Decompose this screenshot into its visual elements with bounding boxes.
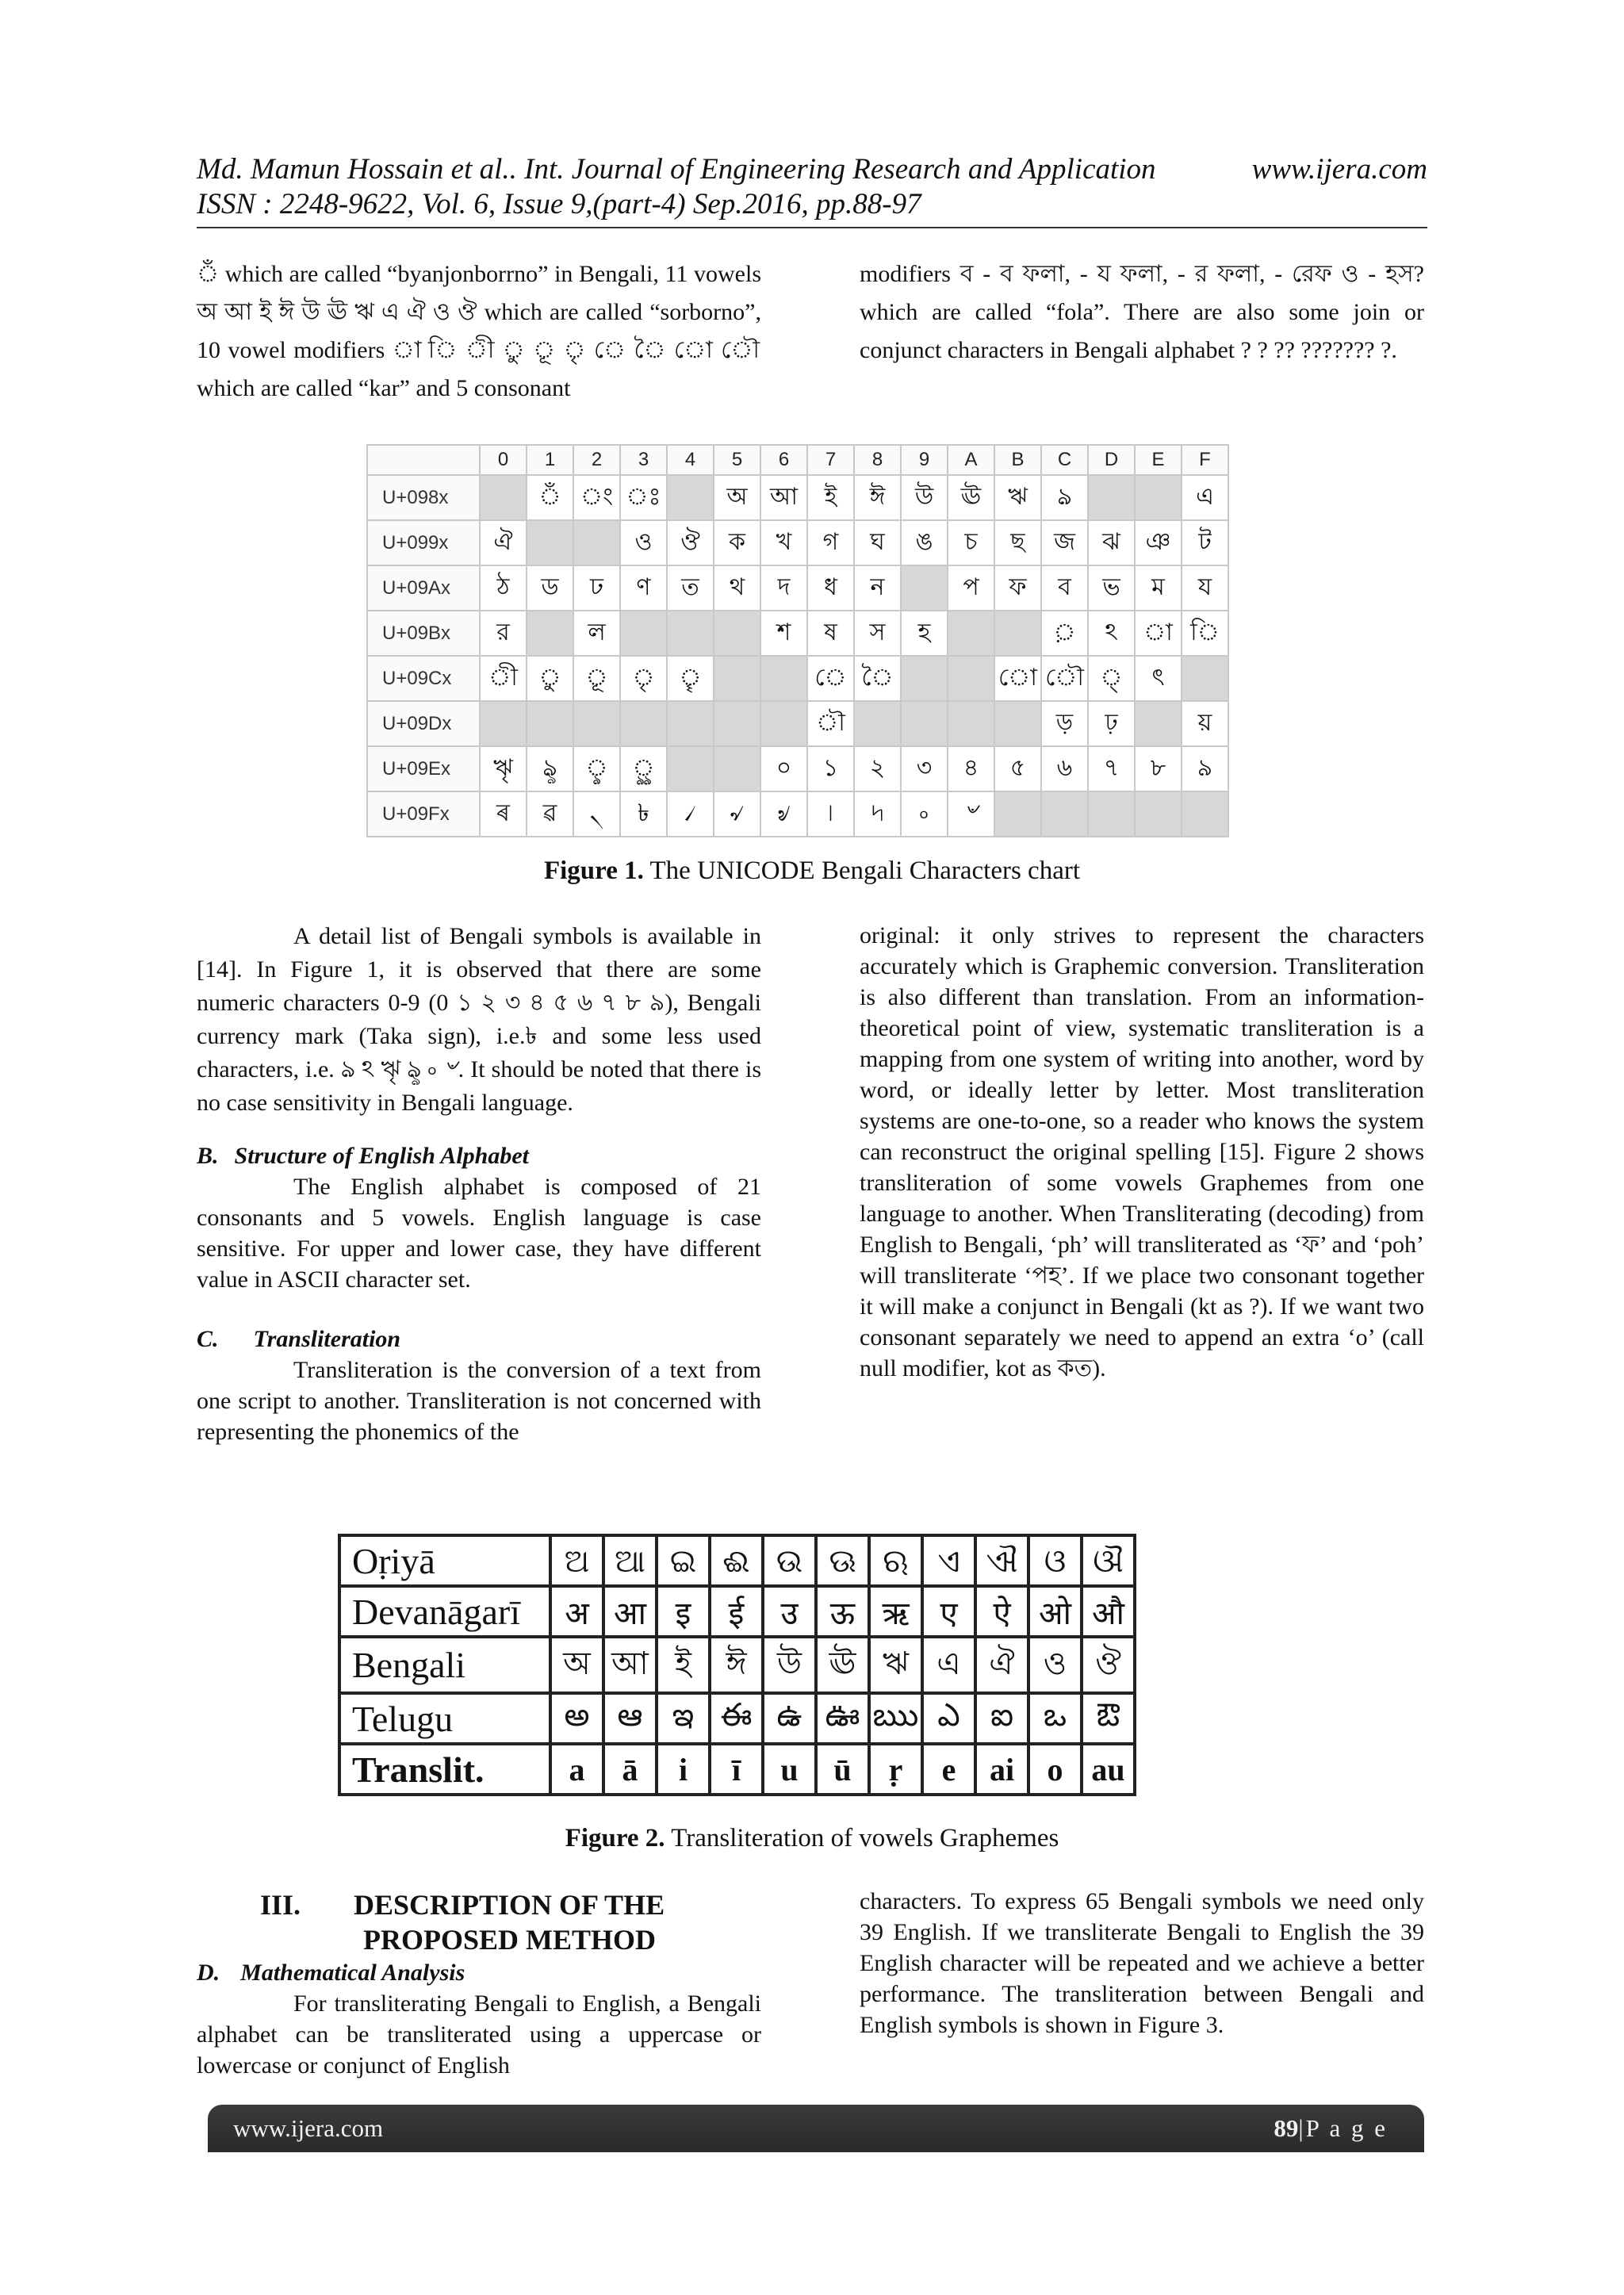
grapheme-cell: ই — [657, 1637, 710, 1693]
chart-cell: এ — [1182, 475, 1228, 520]
chart-cell: ো — [994, 656, 1041, 701]
middle-left-column — [197, 920, 761, 1447]
paragraph-math-analysis: For transliterating Bengali to English, a Bengali alphabet can be transliterated using a uppercase or lowercase or conjunct of English — [197, 1990, 761, 2079]
grapheme-cell: ঈ — [710, 1637, 763, 1693]
chart-cell: ১ — [807, 746, 854, 791]
chart-header-row — [367, 445, 1228, 475]
chart-row — [367, 565, 1228, 611]
chart-cell: দ — [760, 565, 807, 611]
grapheme-cell: u — [763, 1744, 816, 1795]
chart-cell: ঢ় — [1088, 701, 1135, 746]
chart-cell: ৯ — [1182, 746, 1228, 791]
chart-cell: য় — [1182, 701, 1228, 746]
chart-cell — [1182, 656, 1228, 701]
chart-cell: ফ — [994, 565, 1041, 611]
chart-row — [367, 611, 1228, 656]
chart-cell — [1088, 475, 1135, 520]
header-citation: Md. Mamun Hossain et al.. Int. Journal of Engineering Research and Application — [197, 153, 1156, 186]
grapheme-cell: ঔ — [1082, 1637, 1135, 1693]
script-name: Devanāgarī — [339, 1586, 550, 1637]
chart-cell: থ — [714, 565, 760, 611]
grapheme-cell: ଆ — [603, 1535, 657, 1586]
grapheme-cell: ई — [710, 1586, 763, 1637]
chart-cell: ৈ — [854, 656, 901, 701]
chart-cell — [527, 701, 573, 746]
chart-cell — [620, 701, 667, 746]
grapheme-cell: ଓ — [1028, 1535, 1082, 1586]
script-name: Bengali — [339, 1637, 550, 1693]
script-name: Telugu — [339, 1693, 550, 1744]
grapheme-cell: ai — [975, 1744, 1028, 1795]
chart-cell — [527, 611, 573, 656]
grapheme-cell: au — [1082, 1744, 1135, 1795]
chart-cell: ঞ — [1135, 520, 1182, 565]
grapheme-cell: ఊ — [816, 1693, 869, 1744]
chart-row — [367, 475, 1228, 520]
chart-cell — [901, 565, 948, 611]
chart-column-header: F — [1182, 445, 1228, 475]
grapheme-cell: ఉ — [763, 1693, 816, 1744]
chart-cell: ৃ — [620, 656, 667, 701]
chart-cell: ং — [573, 475, 620, 520]
chart-cell — [1135, 475, 1182, 520]
chart-cell: স — [854, 611, 901, 656]
translit-row — [339, 1586, 1135, 1637]
grapheme-cell: ঐ — [975, 1637, 1028, 1693]
chart-cell: ু — [527, 656, 573, 701]
chart-cell: ৱ — [527, 791, 573, 837]
chart-cell: হ — [901, 611, 948, 656]
chart-cell — [620, 611, 667, 656]
chart-cell: অ — [714, 475, 760, 520]
grapheme-cell: आ — [603, 1586, 657, 1637]
grapheme-cell: ఐ — [975, 1693, 1028, 1744]
chart-cell — [948, 701, 994, 746]
chart-cell: ৡ — [527, 746, 573, 791]
chart-cell: ব — [1041, 565, 1088, 611]
grapheme-cell: उ — [763, 1586, 816, 1637]
grapheme-cell: ī — [710, 1744, 763, 1795]
chart-cell: ক — [714, 520, 760, 565]
grapheme-cell: i — [657, 1744, 710, 1795]
chart-cell: ঌ — [1041, 475, 1088, 520]
grapheme-cell: ঊ — [816, 1637, 869, 1693]
chart-cell: ঐ — [480, 520, 527, 565]
chart-cell: ড — [527, 565, 573, 611]
bottom-left-column — [197, 1957, 761, 2081]
chart-cell: ঊ — [948, 475, 994, 520]
chart-column-header: 4 — [667, 445, 714, 475]
section-c-heading: C. Transliteration — [197, 1326, 401, 1352]
chart-cell: উ — [901, 475, 948, 520]
chart-cell: ঔ — [667, 520, 714, 565]
chart-cell: ৲ — [573, 791, 620, 837]
chart-cell — [1182, 791, 1228, 837]
chart-cell: ্ — [1088, 656, 1135, 701]
chart-cell: ণ — [620, 565, 667, 611]
grapheme-cell: ଐ — [975, 1535, 1028, 1586]
chart-cell — [901, 656, 948, 701]
chart-cell: ই — [807, 475, 854, 520]
chart-cell — [994, 701, 1041, 746]
grapheme-cell: ଇ — [657, 1535, 710, 1586]
chart-cell: ঝ — [1088, 520, 1135, 565]
grapheme-cell: ଔ — [1082, 1535, 1135, 1586]
grapheme-cell: উ — [763, 1637, 816, 1693]
figure2-caption: Figure 2. Transliteration of vowels Graphemes — [565, 1824, 1059, 1852]
chart-cell: ৵ — [714, 791, 760, 837]
middle-right-column — [860, 920, 1424, 1384]
grapheme-cell: e — [922, 1744, 975, 1795]
grapheme-cell: ଋ — [869, 1535, 922, 1586]
chart-cell: ৎ — [1135, 656, 1182, 701]
grapheme-cell: ଊ — [816, 1535, 869, 1586]
chart-cell — [854, 701, 901, 746]
chart-column-header: 1 — [527, 445, 573, 475]
chart-cell — [1135, 791, 1182, 837]
script-name: Oṛiyā — [339, 1535, 550, 1586]
translit-row — [339, 1693, 1135, 1744]
chart-cell: য — [1182, 565, 1228, 611]
figure1-caption: Figure 1. The UNICODE Bengali Characters chart — [543, 856, 1080, 885]
chart-column-header: A — [948, 445, 994, 475]
chart-cell: ঙ — [901, 520, 948, 565]
paragraph-transliteration: Transliteration is the conversion of a text from one script to another. Transliteration is not concerned with representing the phonemics of the — [197, 1357, 761, 1445]
chart-cell: ট — [1182, 520, 1228, 565]
translit-row — [339, 1744, 1135, 1795]
section-b-heading: B. Structure of English Alphabet — [197, 1143, 529, 1169]
grapheme-cell: অ — [550, 1637, 603, 1693]
chart-cell: ৷ — [807, 791, 854, 837]
chart-cell: ড় — [1041, 701, 1088, 746]
chart-cell: ৫ — [994, 746, 1041, 791]
chart-cell: ঁ — [527, 475, 573, 520]
chart-cell — [714, 656, 760, 701]
grapheme-cell: ऐ — [975, 1586, 1028, 1637]
chart-cell — [667, 475, 714, 520]
chart-cell — [667, 611, 714, 656]
chart-cell: ঢ — [573, 565, 620, 611]
chart-cell: ৄ — [667, 656, 714, 701]
chart-row — [367, 791, 1228, 837]
chart-cell: ী — [480, 656, 527, 701]
chart-cell: ৢ — [573, 746, 620, 791]
chart-cell — [714, 746, 760, 791]
chart-corner — [367, 445, 480, 475]
chart-cell — [994, 611, 1041, 656]
chart-cell: ল — [573, 611, 620, 656]
chart-cell — [527, 520, 573, 565]
chart-cell: ৶ — [760, 791, 807, 837]
chart-cell: ৠ — [480, 746, 527, 791]
header-site: www.ijera.com — [1251, 153, 1427, 186]
grapheme-cell: ఆ — [603, 1693, 657, 1744]
chart-cell: ও — [620, 520, 667, 565]
chart-cell: ৹ — [901, 791, 948, 837]
chart-row-label: U+098x — [367, 475, 480, 520]
grapheme-cell: ఈ — [710, 1693, 763, 1744]
chart-row-label: U+09Ax — [367, 565, 480, 611]
chart-column-header: 9 — [901, 445, 948, 475]
chart-row — [367, 701, 1228, 746]
chart-cell — [480, 701, 527, 746]
chart-column-header: 8 — [854, 445, 901, 475]
grapheme-cell: ଏ — [922, 1535, 975, 1586]
chart-cell: ৬ — [1041, 746, 1088, 791]
running-header — [197, 152, 1427, 228]
chart-cell — [760, 656, 807, 701]
chart-cell: ি — [1182, 611, 1228, 656]
chart-cell: ৩ — [901, 746, 948, 791]
top-right-paragraph: modifiers ব - ব ফলা, - য ফলা, - র ফলা, - রেফ ও - হস? which are called “fola”. There are also some join or conjunct characters in Bengali alphabet ? ? ?? ??????? ?. — [860, 261, 1424, 363]
grapheme-cell: ও — [1028, 1637, 1082, 1693]
paragraph-transliteration-cont: original: it only strives to represent the characters accurately which is Graphemic conversion. Transliteration is also different than translation. From an information-theoretical point of view, systematic transliteration is a mapping from one system of writing into another, word by word, or ideally letter by letter. Most transliteration systems are one-to-one, so a reader who knows the system can reconstruct the original spelling [15]. Figure 2 shows transliteration of some vowels Graphemes from one language to another. When Transliterating (decoding) from English to Bengali, ‘ph’ will transliterated as ‘ফ’ and ‘poh’ will transliterate ‘পহ’. If we place two consonant together it will make a conjunct in Bengali (kt as ?). If we want two consonant separately we need to append an extra ‘o’ (call null modifier, kot as কত). — [860, 922, 1424, 1381]
chart-column-header: 6 — [760, 445, 807, 475]
chart-row-label: U+09Cx — [367, 656, 480, 701]
chart-cell: ৺ — [948, 791, 994, 837]
chart-cell — [994, 791, 1041, 837]
grapheme-cell: ఒ — [1028, 1693, 1082, 1744]
chart-cell — [667, 746, 714, 791]
chart-row-label: U+09Ex — [367, 746, 480, 791]
chart-cell: ৮ — [1135, 746, 1182, 791]
chart-cell: ষ — [807, 611, 854, 656]
chart-cell — [948, 611, 994, 656]
section-d-heading: D. Mathematical Analysis — [197, 1960, 465, 1986]
chart-cell: ঋ — [994, 475, 1041, 520]
chart-cell: ূ — [573, 656, 620, 701]
chart-row-label: U+09Dx — [367, 701, 480, 746]
chart-cell: ৭ — [1088, 746, 1135, 791]
translit-row — [339, 1637, 1135, 1693]
chart-cell — [667, 701, 714, 746]
chart-cell — [760, 701, 807, 746]
chart-column-header: 3 — [620, 445, 667, 475]
chart-cell: ছ — [994, 520, 1041, 565]
chart-cell — [573, 701, 620, 746]
chart-cell: গ — [807, 520, 854, 565]
chart-cell: চ — [948, 520, 994, 565]
chart-column-header: C — [1041, 445, 1088, 475]
chart-cell — [948, 656, 994, 701]
chart-cell: প — [948, 565, 994, 611]
chart-cell: র — [480, 611, 527, 656]
grapheme-cell: a — [550, 1744, 603, 1795]
chart-cell — [901, 701, 948, 746]
chart-row — [367, 746, 1228, 791]
chart-column-header: B — [994, 445, 1041, 475]
bottom-right-column — [860, 1886, 1424, 2040]
translit-row — [339, 1535, 1135, 1586]
chart-cell — [1088, 791, 1135, 837]
chart-cell — [714, 611, 760, 656]
chart-row — [367, 656, 1228, 701]
chart-cell: শ — [760, 611, 807, 656]
chart-cell: ঈ — [854, 475, 901, 520]
top-left-paragraph: ঁ which are called “byanjonborrno” in Bengali, 11 vowels অ আ ই ঈ উ ঊ ঋ এ ঐ ও ঔ which are called “sorborno”, 10 vowel modifiers া ি ী ু ূ ৃ ে ৈ ো ৌ which are called “kar” and 5 consonant — [197, 261, 761, 401]
chart-cell: া — [1135, 611, 1182, 656]
chart-cell: ৳ — [620, 791, 667, 837]
grapheme-cell: ऊ — [816, 1586, 869, 1637]
chart-column-header: 7 — [807, 445, 854, 475]
grapheme-cell: ଉ — [763, 1535, 816, 1586]
chart-cell: ৣ — [620, 746, 667, 791]
chart-cell: ম — [1135, 565, 1182, 611]
chart-cell: ৪ — [948, 746, 994, 791]
grapheme-cell: अ — [550, 1586, 603, 1637]
page-footer — [208, 2105, 1424, 2152]
chart-cell: ভ — [1088, 565, 1135, 611]
grapheme-cell: ఔ — [1082, 1693, 1135, 1744]
chart-row-label: U+099x — [367, 520, 480, 565]
chart-cell — [480, 475, 527, 520]
chart-cell: খ — [760, 520, 807, 565]
chart-row-label: U+09Fx — [367, 791, 480, 837]
unicode-bengali-chart — [366, 444, 1229, 837]
chart-row-label: U+09Bx — [367, 611, 480, 656]
chart-cell — [573, 520, 620, 565]
grapheme-cell: ఋ — [869, 1693, 922, 1744]
grapheme-cell: ṛ — [869, 1744, 922, 1795]
grapheme-cell: o — [1028, 1744, 1082, 1795]
chart-cell: ধ — [807, 565, 854, 611]
grapheme-cell: ঋ — [869, 1637, 922, 1693]
chart-column-header: 5 — [714, 445, 760, 475]
footer-site: www.ijera.com — [233, 2114, 384, 2142]
paragraph-symbols: A detail list of Bengali symbols is available in [14]. In Figure 1, it is observed that there are some numeric characters 0-9 (0 ১ ২ ৩ ৪ ৫ ৬ ৭ ৮ ৯), Bengali currency mark (Taka sign), i.e.৳ and some less used characters, i.e. ঌ ঽ ৠ ৡ ৹ ৺. It should be noted that there is no case sensitivity in Bengali language. — [197, 923, 761, 1116]
chart-cell: ০ — [760, 746, 807, 791]
grapheme-cell: ए — [922, 1586, 975, 1637]
chart-column-header: E — [1135, 445, 1182, 475]
chart-cell: ৰ — [480, 791, 527, 837]
chart-cell: ে — [807, 656, 854, 701]
chart-cell: ঽ — [1088, 611, 1135, 656]
grapheme-cell: ଈ — [710, 1535, 763, 1586]
chart-cell: ঠ — [480, 565, 527, 611]
grapheme-cell: আ — [603, 1637, 657, 1693]
header-issn: ISSN : 2248-9622, Vol. 6, Issue 9,(part-4) Sep.2016, pp.88-97 — [197, 188, 921, 220]
chart-cell: ন — [854, 565, 901, 611]
chart-column-header: 2 — [573, 445, 620, 475]
chart-cell: ৴ — [667, 791, 714, 837]
grapheme-cell: এ — [922, 1637, 975, 1693]
grapheme-cell: ā — [603, 1744, 657, 1795]
chart-cell: ৸ — [854, 791, 901, 837]
chart-column-header: 0 — [480, 445, 527, 475]
page-number: 89|P a g e — [1274, 2114, 1388, 2142]
chart-cell — [1041, 791, 1088, 837]
grapheme-cell: ū — [816, 1744, 869, 1795]
chart-cell: ঃ — [620, 475, 667, 520]
chart-cell — [714, 701, 760, 746]
chart-column-header: D — [1088, 445, 1135, 475]
paragraph-english-alphabet: The English alphabet is composed of 21 consonants and 5 vowels. English language is case sensitive. For upper and lower case, they have different value in ASCII character set. — [197, 1174, 761, 1293]
grapheme-cell: ओ — [1028, 1586, 1082, 1637]
grapheme-cell: ఇ — [657, 1693, 710, 1744]
chart-cell: ২ — [854, 746, 901, 791]
chart-cell: ঘ — [854, 520, 901, 565]
grapheme-cell: औ — [1082, 1586, 1135, 1637]
chart-cell: জ — [1041, 520, 1088, 565]
chart-cell: আ — [760, 475, 807, 520]
chart-cell — [1135, 701, 1182, 746]
script-name: Translit. — [339, 1744, 550, 1795]
chart-cell: ় — [1041, 611, 1088, 656]
grapheme-cell: ఎ — [922, 1693, 975, 1744]
chart-cell: ৗ — [807, 701, 854, 746]
grapheme-cell: ऋ — [869, 1586, 922, 1637]
transliteration-vowels-table — [338, 1534, 1136, 1796]
grapheme-cell: ଅ — [550, 1535, 603, 1586]
chart-cell: ৌ — [1041, 656, 1088, 701]
grapheme-cell: అ — [550, 1693, 603, 1744]
grapheme-cell: इ — [657, 1586, 710, 1637]
chart-cell: ত — [667, 565, 714, 611]
chart-row — [367, 520, 1228, 565]
paragraph-mapping: characters. To express 65 Bengali symbols we need only 39 English. If we transliterate Bengali to English the 39 English character will be repeated and we achieve a better performance. The transliteration between Bengali and English symbols is shown in Figure 3. — [860, 1888, 1424, 2038]
